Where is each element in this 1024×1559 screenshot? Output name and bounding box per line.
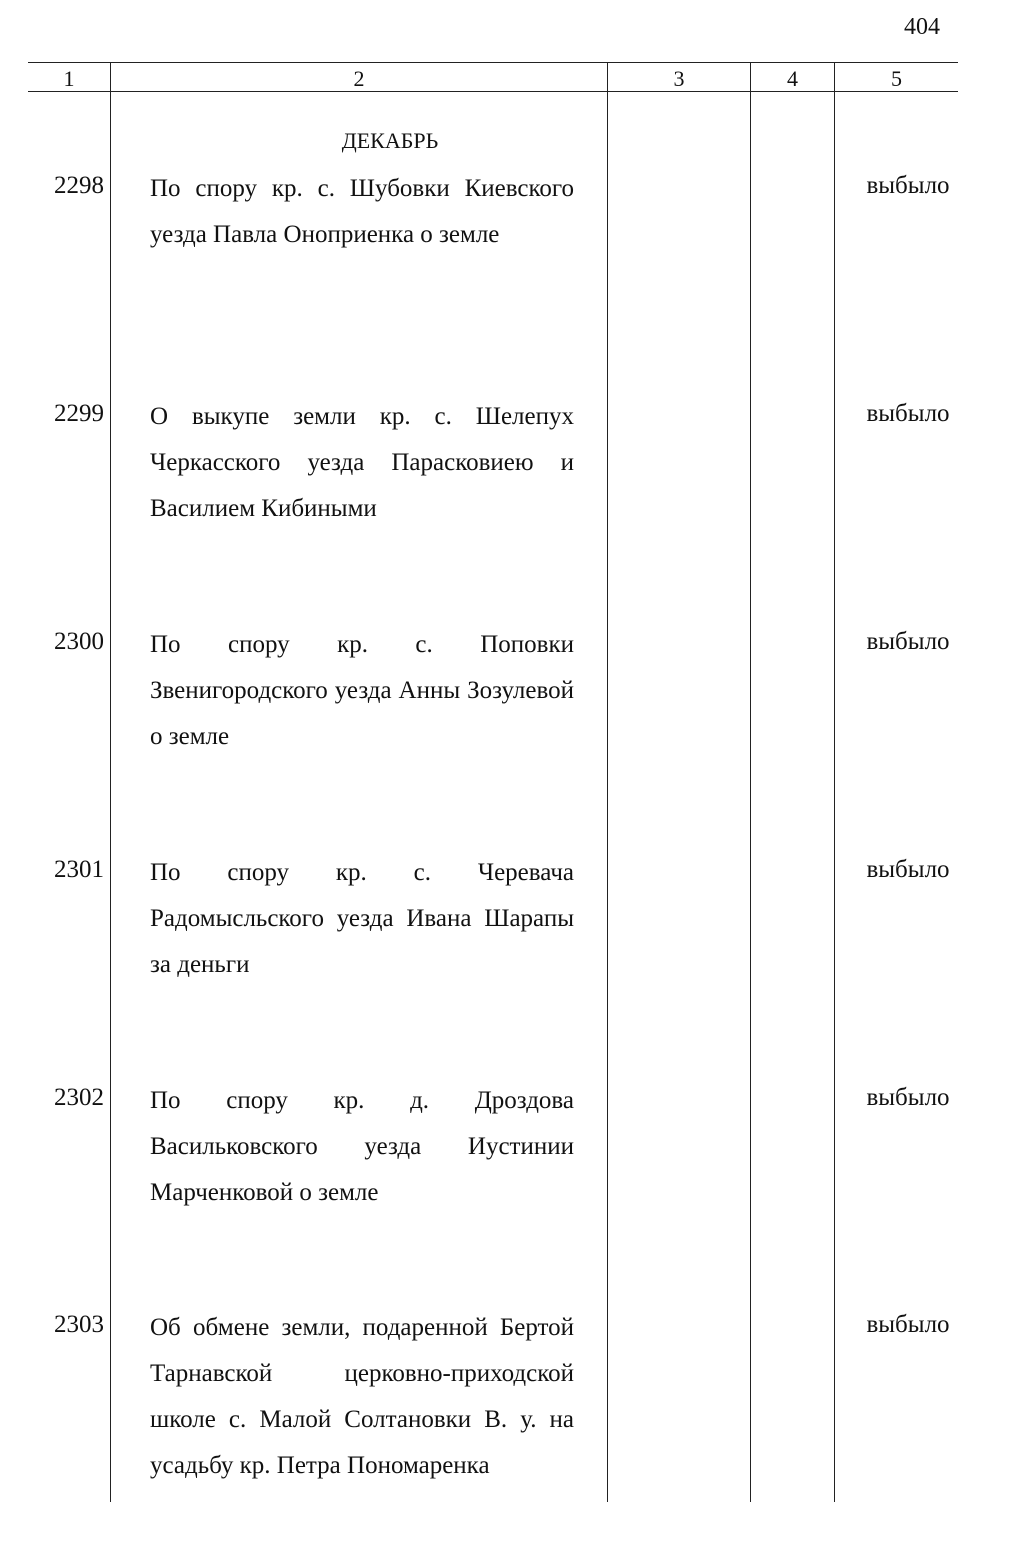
entry-status: выбыло bbox=[866, 628, 950, 655]
entry-description: О выкупе земли кр. с. Шелепух Черкасского уезда Парасковиею и Василием Кибиными bbox=[150, 403, 574, 522]
month-heading: ДЕКАБРЬ bbox=[341, 128, 439, 153]
entry-number: 2300 bbox=[54, 628, 104, 655]
entry-number: 2302 bbox=[54, 1084, 104, 1111]
header-top-rule bbox=[28, 62, 958, 63]
entry-number: 2303 bbox=[54, 1311, 104, 1338]
column-header-4: 4 bbox=[787, 66, 798, 91]
column-header-2: 2 bbox=[353, 66, 365, 91]
entry-description: По спору кр. д. Дроздова Васильковского уезда Иустинии Марченковой о земле bbox=[150, 1087, 574, 1206]
page-number: 404 bbox=[904, 14, 940, 40]
column-divider-2 bbox=[607, 62, 608, 1502]
entry-status: выбыло bbox=[866, 1311, 950, 1338]
column-header-1: 1 bbox=[63, 66, 75, 91]
entry-status: выбыло bbox=[866, 856, 950, 883]
entry-number: 2299 bbox=[54, 400, 104, 427]
entry-number: 2301 bbox=[54, 856, 104, 883]
entry-description: Об обмене земли, подаренной Бертой Тарнавской церковно-приходской школе с. Малой Солтановки В. у. на усадьбу кр. Петра Пономаренка bbox=[150, 1314, 574, 1479]
entry-description: По спору кр. с. Шубовки Киевского уезда Павла Оноприенка о земле bbox=[150, 175, 574, 248]
column-divider-3 bbox=[750, 62, 751, 1502]
entry-status: выбыло bbox=[866, 400, 950, 427]
column-divider-1 bbox=[110, 62, 111, 1502]
entry-status: выбыло bbox=[866, 172, 950, 199]
entry-status: выбыло bbox=[866, 1084, 950, 1111]
column-divider-4 bbox=[834, 62, 835, 1502]
column-header-3: 3 bbox=[673, 66, 685, 91]
column-header-5: 5 bbox=[891, 66, 902, 91]
entry-description: По спору кр. с. Поповки Звенигородского уезда Анны Зозулевой о земле bbox=[150, 631, 574, 750]
entry-number: 2298 bbox=[54, 172, 104, 199]
entry-description: По спору кр. с. Черевача Радомысльского уезда Ивана Шарапы за деньги bbox=[150, 859, 574, 978]
